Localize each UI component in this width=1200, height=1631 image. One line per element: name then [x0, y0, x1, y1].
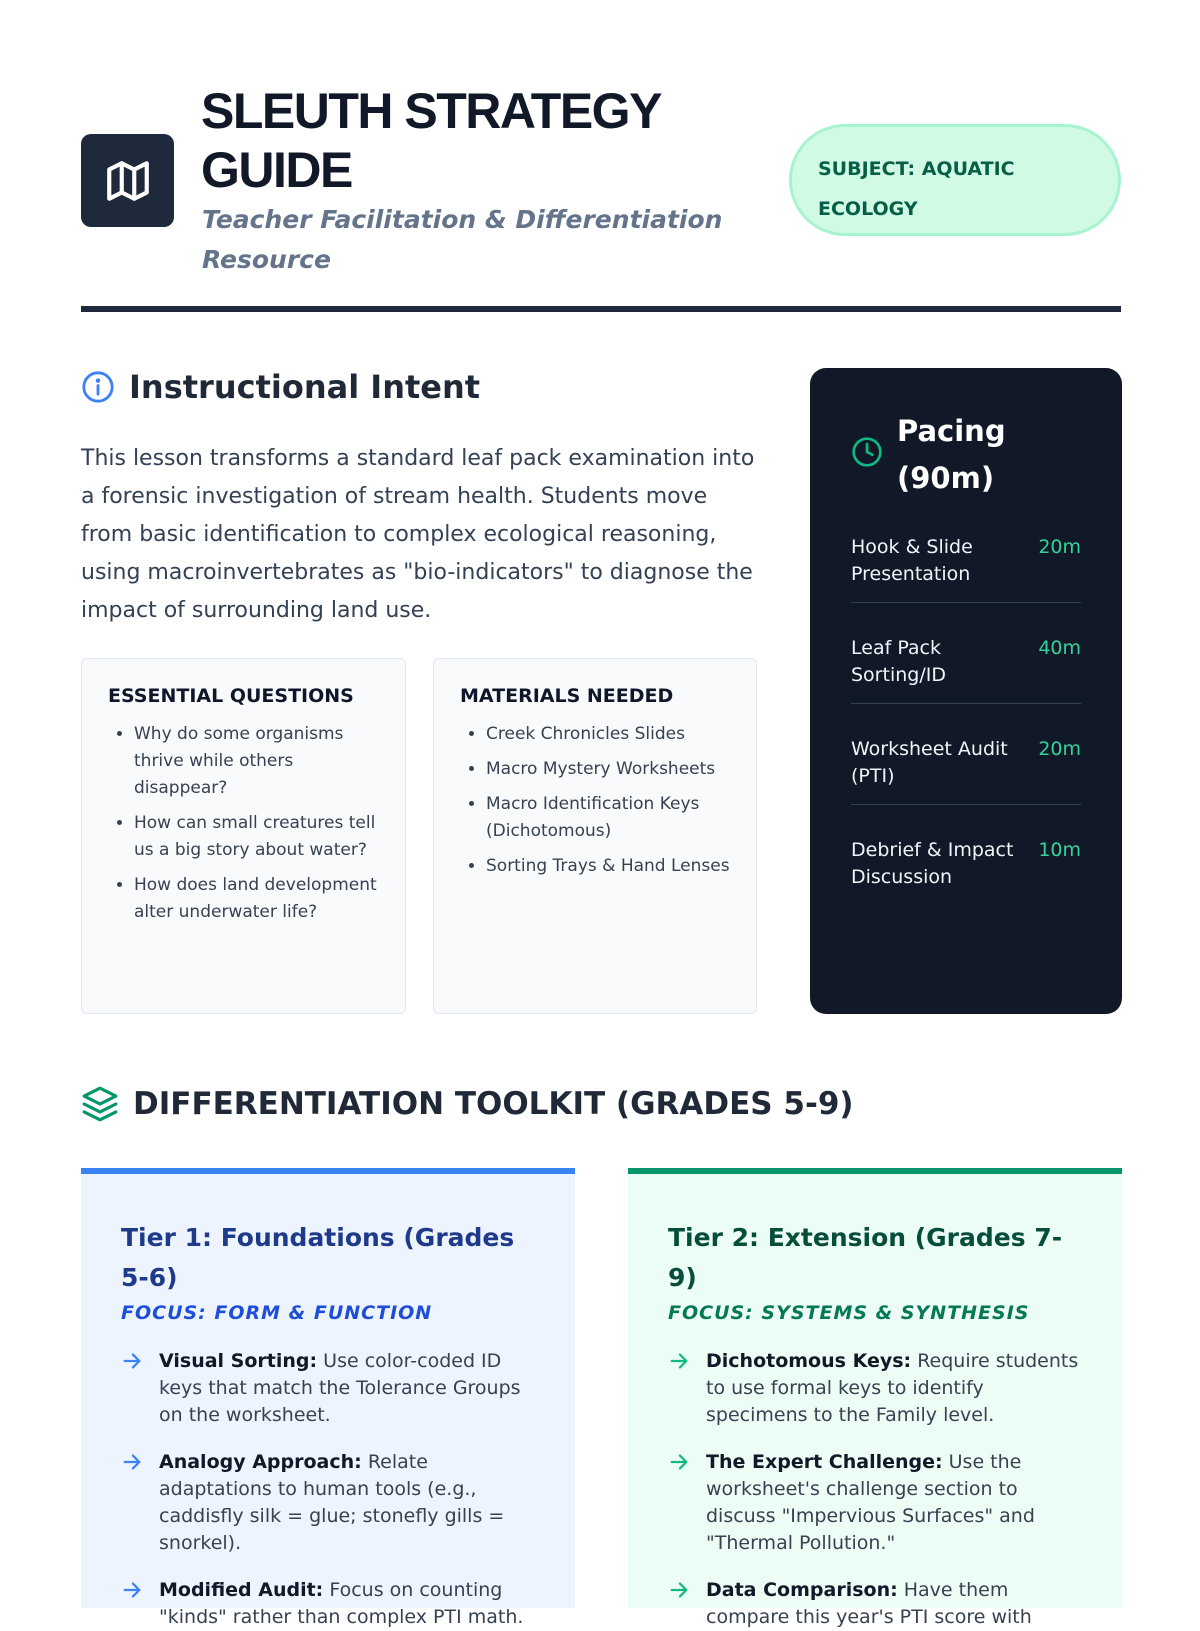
tier-item: [121, 1449, 535, 1557]
tier-focus: FOCUS: SYSTEMS & SYNTHESIS: [668, 1302, 1030, 1324]
pacing-label: Worksheet Audit (PTI): [851, 738, 1008, 787]
toolkit-heading-text: DIFFERENTIATION TOOLKIT (GRADES 5-9): [133, 1086, 854, 1122]
tier-2-card: [628, 1168, 1122, 1628]
map-icon: [103, 156, 153, 206]
tier-item-body: Require students to use formal keys to identify specimens to the Family level.: [706, 1350, 1079, 1426]
arrow-right-icon: [121, 1451, 143, 1473]
list-item: • Creek Chronicles Slides: [486, 721, 730, 748]
pacing-row: [851, 625, 1081, 704]
essential-questions-card: [81, 658, 406, 1014]
tier-item-body: Use the worksheet's challenge section to discuss "Impervious Surfaces" and "Thermal Pollution.": [706, 1451, 1035, 1554]
essential-questions-heading: ESSENTIAL QUESTIONS: [108, 685, 354, 707]
toolkit-heading: [81, 1085, 854, 1123]
list-item: • Why do some organisms thrive while others disappear?: [134, 721, 379, 802]
pacing-time: 10m: [1038, 839, 1081, 861]
tier-item: [668, 1449, 1082, 1557]
tier-item-body: Use color-coded ID keys that match the Tolerance Groups on the worksheet.: [159, 1350, 521, 1426]
page-title: SLEUTH STRATEGY GUIDE: [201, 83, 661, 198]
list-item: • Sorting Trays & Hand Lenses: [486, 853, 730, 880]
tier-item-text: [706, 1348, 1082, 1429]
info-icon: [81, 370, 115, 404]
pacing-label: Debrief & Impact Discussion: [851, 839, 1014, 888]
tier-item-label: Data Comparison:: [706, 1579, 898, 1601]
tier-item-text: [706, 1577, 1082, 1631]
pacing-row: [851, 827, 1081, 905]
materials-card: [433, 658, 757, 1014]
pacing-header: [851, 408, 1081, 502]
tier-item-text: [706, 1449, 1082, 1557]
tier-title: Tier 2: Extension (Grades 7-9): [668, 1223, 1063, 1292]
list-item: • How does land development alter underwater life?: [134, 872, 379, 926]
clock-icon: [851, 436, 883, 468]
tier-item-body: Focus on counting "kinds" rather than complex PTI math.: [159, 1579, 524, 1628]
pacing-row: [851, 726, 1081, 805]
page-subtitle: Teacher Facilitation & Differentiation Resource: [202, 205, 723, 274]
arrow-right-icon: [668, 1451, 690, 1473]
list-item: • Macro Mystery Worksheets: [486, 756, 730, 783]
tier-item-text: [159, 1577, 535, 1631]
pacing-title: Pacing (90m): [897, 414, 1006, 495]
layers-icon: [81, 1085, 119, 1123]
tier-item-label: The Expert Challenge:: [706, 1451, 943, 1473]
pacing-label: Hook & Slide Presentation: [851, 536, 973, 585]
list-item: • How can small creatures tell us a big story about water?: [134, 810, 379, 864]
pacing-time: 40m: [1038, 637, 1081, 659]
intent-paragraph: This lesson transforms a standard leaf pack examination into a forensic investigation of stream health. Students move from basic identification to complex ecological reasoning, using macroinvertebrates as "bio-indicators" to diagnose the impact of surrounding land use.: [81, 446, 755, 623]
arrow-right-icon: [668, 1579, 690, 1601]
tier-item-label: Modified Audit:: [159, 1579, 324, 1601]
tier-focus: FOCUS: FORM & FUNCTION: [121, 1302, 433, 1324]
pacing-time: 20m: [1038, 738, 1081, 760]
tier-item: [668, 1348, 1082, 1429]
tier-item-label: Analogy Approach:: [159, 1451, 362, 1473]
tier-title: Tier 1: Foundations (Grades 5-6): [121, 1223, 515, 1292]
pacing-time: 20m: [1038, 536, 1081, 558]
tier-item: [668, 1577, 1082, 1631]
tier-item-label: Dichotomous Keys:: [706, 1350, 912, 1372]
materials-list: [460, 721, 730, 880]
header-divider: [81, 306, 1121, 312]
arrow-right-icon: [121, 1350, 143, 1372]
arrow-right-icon: [121, 1579, 143, 1601]
arrow-right-icon: [668, 1350, 690, 1372]
intent-heading: [81, 368, 480, 406]
tier-item-body: Have them compare this year's PTI score with: [706, 1579, 1032, 1628]
tier-item-text: [159, 1449, 535, 1557]
list-item: • Macro Identification Keys (Dichotomous): [486, 791, 730, 845]
header: [81, 80, 1121, 312]
tier-1-card: [81, 1168, 575, 1628]
essential-questions-list: [108, 721, 379, 926]
tier-item-text: [159, 1348, 535, 1429]
tier-item: [121, 1577, 535, 1631]
materials-heading: MATERIALS NEEDED: [460, 685, 674, 707]
tier-item: [121, 1348, 535, 1429]
tier-item-body: Relate adaptations to human tools (e.g., caddisfly silk = glue; stonefly gills = snorkel).: [159, 1451, 505, 1554]
intent-heading-text: Instructional Intent: [129, 368, 481, 406]
subject-badge: SUBJECT: AQUATIC ECOLOGY: [789, 124, 1121, 236]
pacing-label: Leaf Pack Sorting/ID: [851, 637, 946, 686]
logo: [81, 134, 174, 227]
pacing-row: [851, 524, 1081, 603]
tier-item-label: Visual Sorting:: [159, 1350, 318, 1372]
pacing-panel: [810, 368, 1122, 1014]
